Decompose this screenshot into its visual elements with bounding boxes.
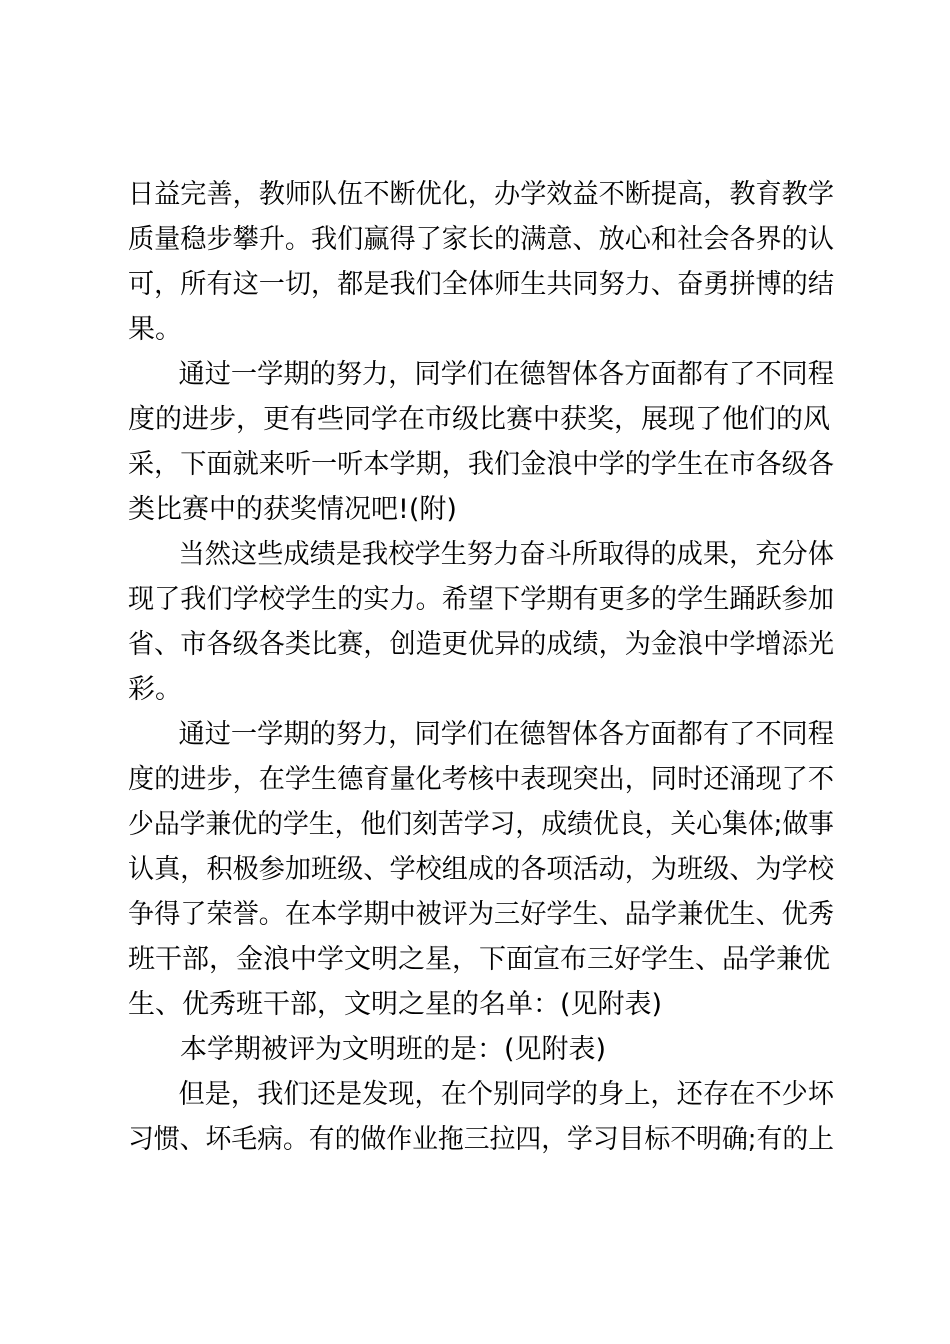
text-line: 日益完善，教师队伍不断优化，办学效益不断提高，教育教学 xyxy=(128,179,834,210)
text-line: 认真，积极参加班级、学校组成的各项活动，为班级、为学校 xyxy=(128,854,834,885)
text-line: 现了我们学校学生的实力。希望下学期有更多的学生踊跃参加 xyxy=(128,584,834,615)
text-line: 采，下面就来听一听本学期，我们金浪中学的学生在市各级各 xyxy=(128,449,834,480)
text-line: 班干部，金浪中学文明之星，下面宣布三好学生、品学兼优 xyxy=(128,944,830,975)
text-line: 质量稳步攀升。我们赢得了家长的满意、放心和社会各界的认 xyxy=(128,224,834,255)
text-line: 习惯、坏毛病。有的做作业拖三拉四，学习目标不明确;有的上 xyxy=(128,1124,835,1155)
text-line: 通过一学期的努力，同学们在德智体各方面都有了不同程 xyxy=(178,359,834,390)
text-line: 争得了荣誉。在本学期中被评为三好学生、品学兼优生、优秀 xyxy=(128,899,834,930)
text-line: 彩。 xyxy=(128,674,182,705)
text-line: 果。 xyxy=(128,314,182,345)
text-line: 度的进步，在学生德育量化考核中表现突出，同时还涌现了不 xyxy=(128,764,834,795)
text-line: 可，所有这一切，都是我们全体师生共同努力、奋勇拼博的结 xyxy=(128,269,834,300)
text-line: 生、优秀班干部，文明之星的名单：(见附表) xyxy=(128,989,663,1020)
text-line: 当然这些成绩是我校学生努力奋斗所取得的成果，充分体 xyxy=(178,539,834,570)
text-line: 通过一学期的努力，同学们在德智体各方面都有了不同程 xyxy=(178,719,834,750)
text-line: 度的进步，更有些同学在市级比赛中获奖，展现了他们的风 xyxy=(128,404,830,435)
text-line: 少品学兼优的学生，他们刻苦学习，成绩优良，关心集体;做事 xyxy=(128,809,835,840)
text-line: 但是，我们还是发现，在个别同学的身上，还存在不少坏 xyxy=(178,1079,834,1110)
document-body xyxy=(128,172,834,1162)
text-line: 省、市各级各类比赛，创造更优异的成绩，为金浪中学增添光 xyxy=(128,629,834,660)
text-line: 类比赛中的获奖情况吧!(附) xyxy=(128,494,457,525)
text-line: 本学期被评为文明班的是：(见附表) xyxy=(180,1034,607,1065)
